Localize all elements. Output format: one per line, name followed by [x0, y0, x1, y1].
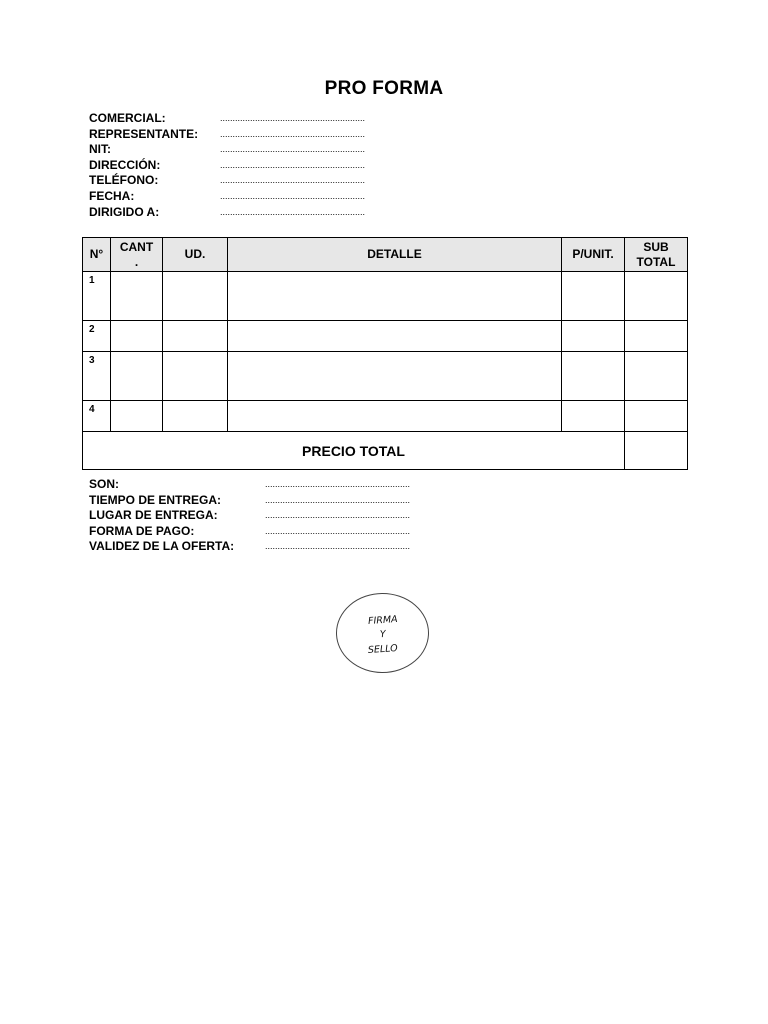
table-row	[83, 352, 688, 401]
row-number: 2	[83, 321, 111, 352]
cell-subtotal[interactable]	[625, 352, 688, 401]
cell-punit[interactable]	[562, 272, 625, 321]
field-label: FECHA:	[89, 188, 135, 203]
cell-punit[interactable]	[562, 352, 625, 401]
fill-line: ..........................................................	[220, 113, 366, 123]
field-label: DIRIGIDO A:	[89, 204, 160, 219]
row-number: 4	[83, 401, 111, 432]
table-row	[83, 272, 688, 321]
fill-line: ..........................................................	[220, 190, 366, 201]
cell-ud[interactable]	[163, 401, 228, 432]
cell-cant[interactable]	[111, 401, 163, 432]
cell-detalle[interactable]	[228, 401, 562, 432]
col-header-punit: P/UNIT.	[562, 238, 625, 272]
field-label: TIEMPO DE ENTREGA:	[89, 492, 222, 507]
table-row	[83, 401, 688, 432]
col-header-ud: UD.	[163, 238, 228, 272]
fill-line: ..........................................................	[220, 159, 366, 170]
table-row	[83, 321, 688, 352]
field-label: VALIDEZ DE LA OFERTA:	[89, 539, 235, 554]
field-label: FORMA DE PAGO:	[89, 523, 195, 538]
cell-cant[interactable]	[111, 352, 163, 401]
field-label: REPRESENTANTE:	[89, 126, 199, 141]
document-title: PRO FORMA	[324, 78, 444, 99]
col-header-text: TOTAL	[636, 254, 676, 269]
total-label: PRECIO TOTAL	[83, 432, 625, 470]
col-header-text: CANT	[119, 239, 154, 254]
row-number: 1	[83, 272, 111, 321]
items-table	[82, 237, 688, 470]
fill-line: ..........................................................	[265, 494, 411, 505]
col-header-subtotal	[625, 238, 688, 272]
cell-subtotal[interactable]	[625, 321, 688, 352]
cell-punit[interactable]	[562, 321, 625, 352]
field-label: SON:	[89, 477, 119, 491]
field-label: DIRECCIÓN:	[89, 157, 161, 172]
cell-ud[interactable]	[163, 352, 228, 401]
row-number: 3	[83, 352, 111, 401]
cell-cant[interactable]	[111, 272, 163, 321]
cell-ud[interactable]	[163, 272, 228, 321]
fill-line: ..........................................................	[265, 510, 411, 521]
col-header-text: .	[134, 254, 139, 269]
cell-total-value[interactable]	[625, 432, 688, 470]
seal-text: FIRMA	[367, 613, 398, 628]
total-row	[83, 432, 688, 470]
field-label: TELÉFONO:	[89, 173, 159, 188]
col-header-num: N°	[83, 238, 111, 272]
cell-ud[interactable]	[163, 321, 228, 352]
fill-line: ..........................................................	[220, 144, 366, 155]
seal-text: SELLO	[367, 642, 399, 657]
field-label: LUGAR DE ENTREGA:	[89, 508, 218, 523]
table-header-row	[83, 238, 688, 272]
col-header-detalle: DETALLE	[228, 238, 562, 272]
seal-text: Y	[379, 628, 387, 641]
cell-detalle[interactable]	[228, 272, 562, 321]
field-label: NIT:	[89, 142, 111, 157]
fill-line: ..........................................................	[220, 206, 366, 217]
fill-line: ..........................................................	[265, 541, 411, 552]
cell-subtotal[interactable]	[625, 272, 688, 321]
cell-subtotal[interactable]	[625, 401, 688, 432]
fill-line: ..........................................................	[265, 479, 411, 489]
cell-punit[interactable]	[562, 401, 625, 432]
fill-line: ..........................................................	[220, 175, 366, 186]
signature-seal	[335, 592, 430, 674]
field-label: COMERCIAL:	[89, 111, 166, 125]
col-header-cant	[111, 238, 163, 272]
col-header-text: SUB	[643, 239, 669, 254]
fill-line: ..........................................................	[265, 525, 411, 536]
cell-detalle[interactable]	[228, 352, 562, 401]
fill-line: ..........................................................	[220, 128, 366, 139]
cell-detalle[interactable]	[228, 321, 562, 352]
cell-cant[interactable]	[111, 321, 163, 352]
